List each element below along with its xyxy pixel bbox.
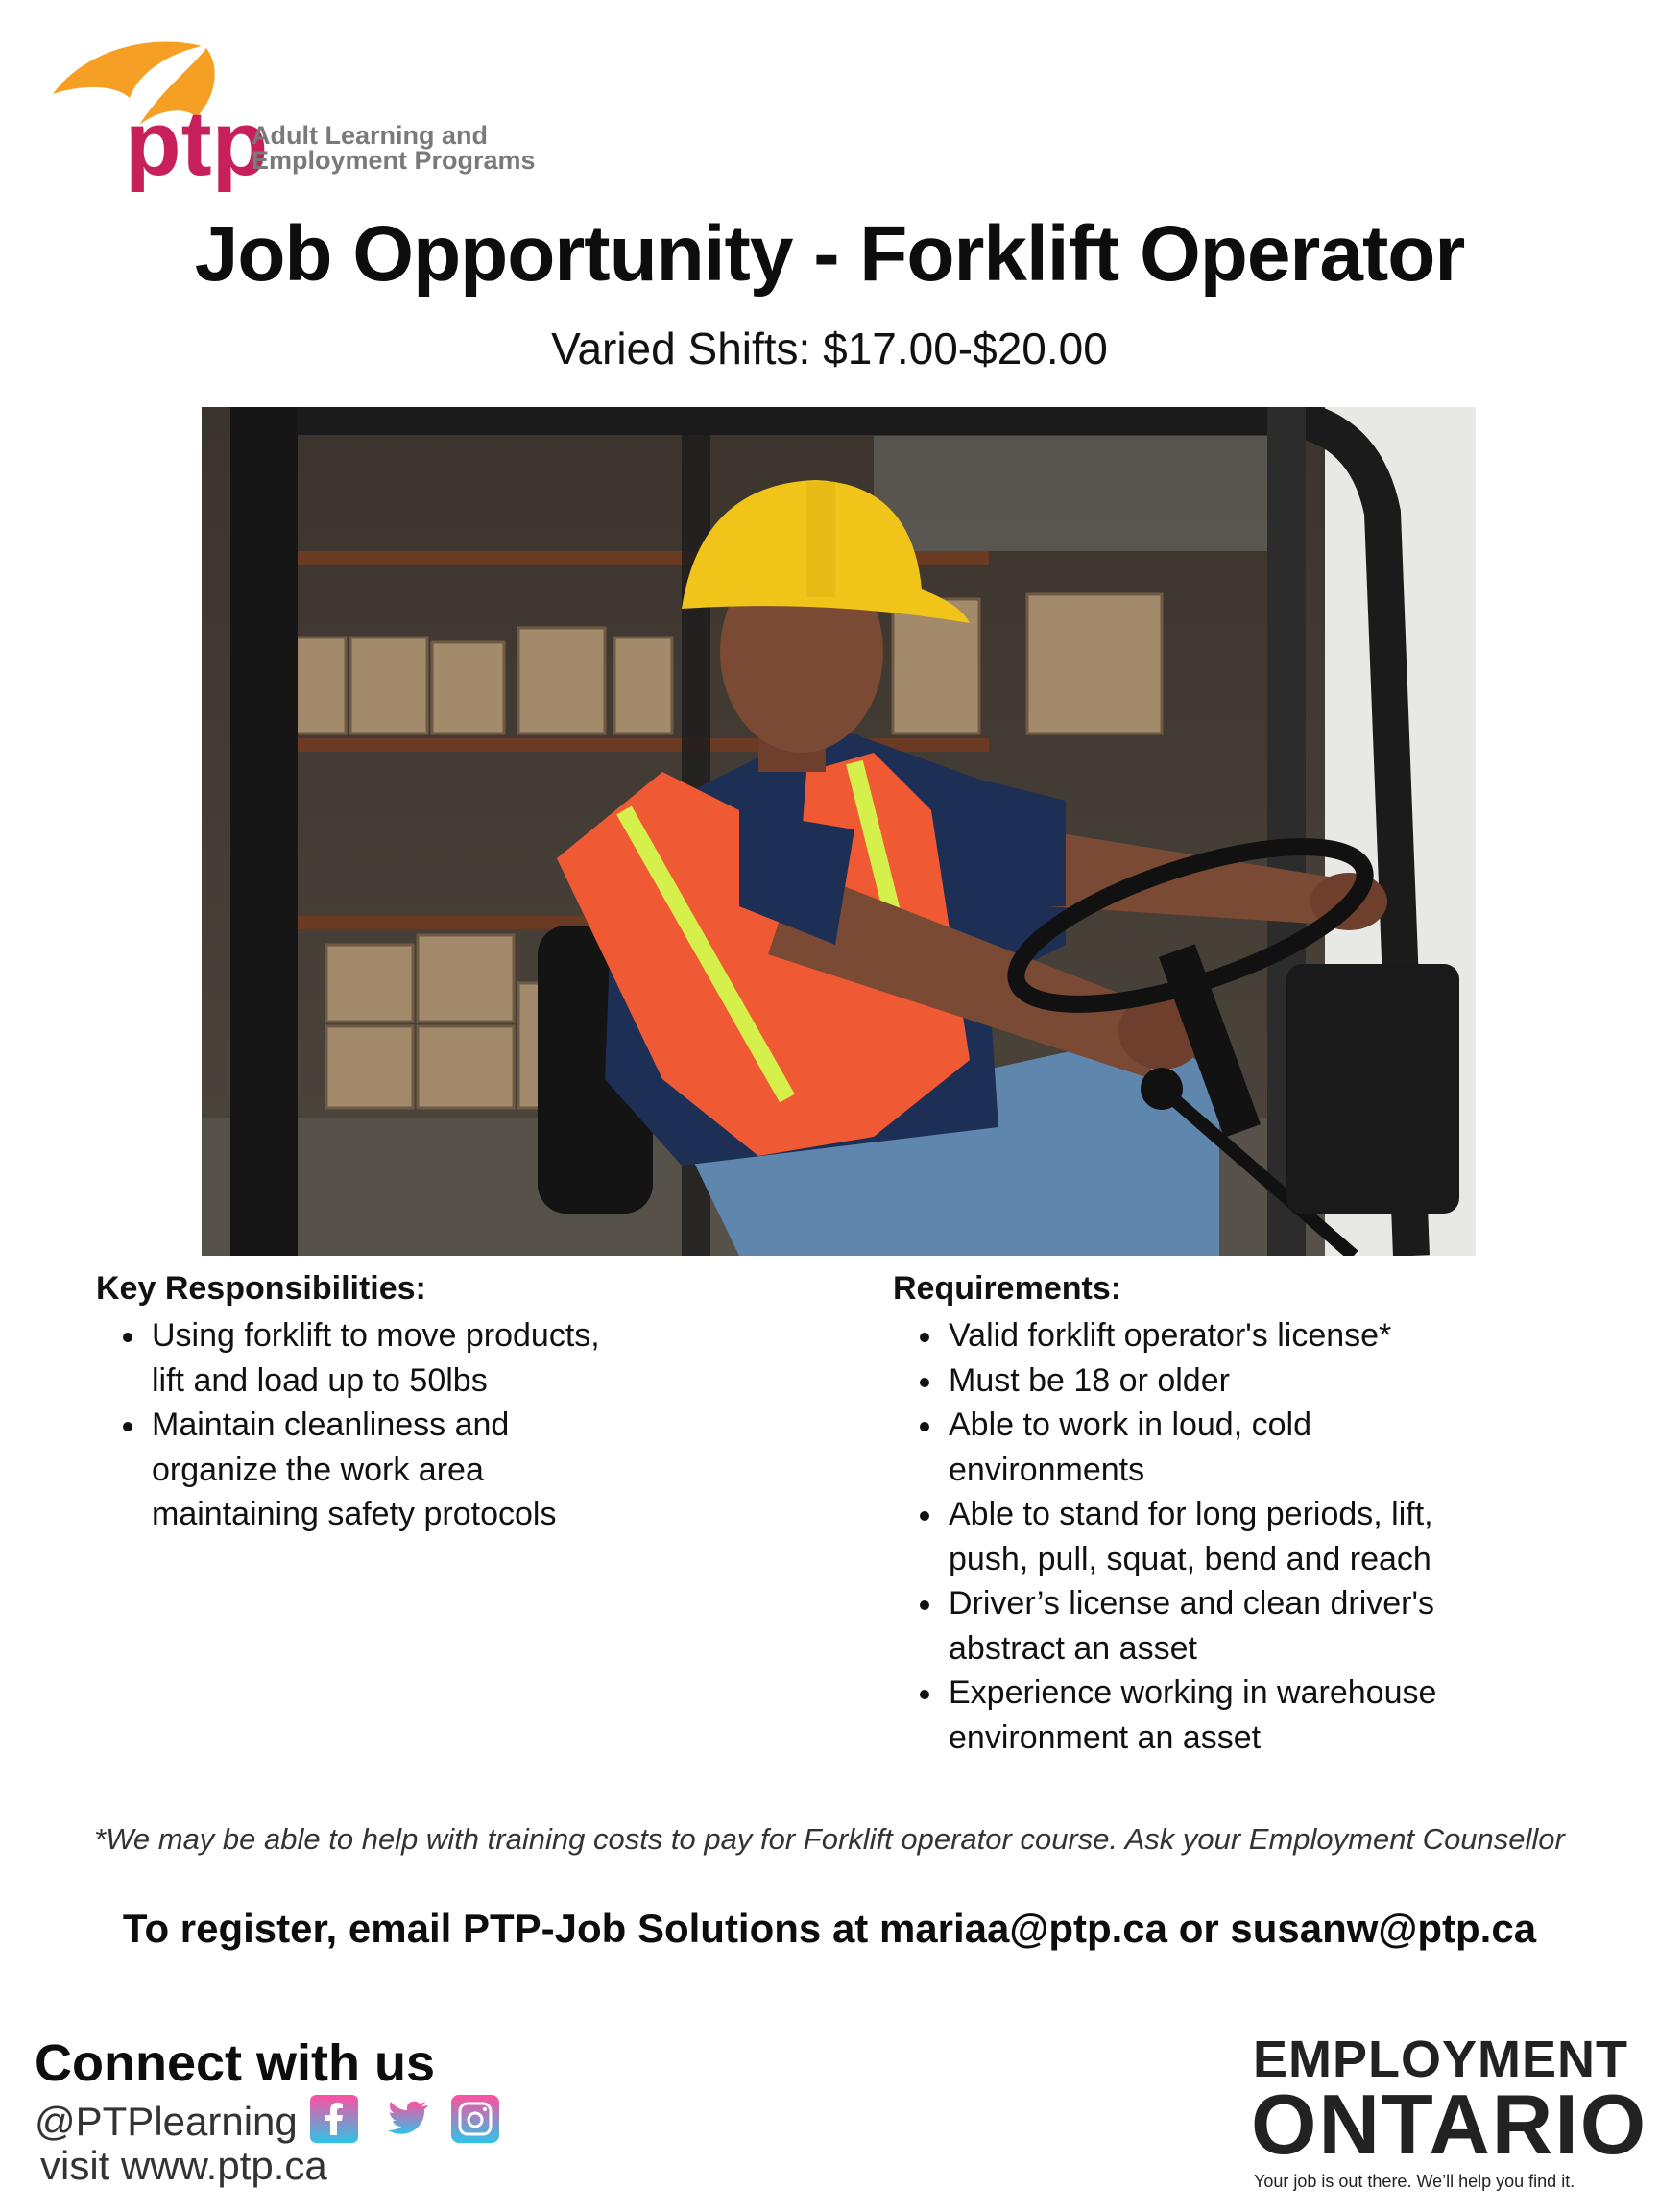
list-item-line: push, pull, squat, bend and reach bbox=[949, 1540, 1431, 1577]
list-item bbox=[895, 1403, 1490, 1492]
employment-ontario-logo-line1: EMPLOYMENT bbox=[1253, 2031, 1629, 2088]
list-item-line: lift and load up to 50lbs bbox=[152, 1361, 488, 1399]
list-item-line: Experience working in warehouse bbox=[949, 1674, 1437, 1711]
list-item-line: Driver’s license and clean driver's bbox=[949, 1585, 1434, 1622]
list-item-line: Using forklift to move products, bbox=[152, 1317, 600, 1354]
requirements-heading: Requirements: bbox=[893, 1270, 1122, 1307]
forklift-operator-photo bbox=[202, 407, 1476, 1256]
twitter-icon[interactable] bbox=[382, 2095, 430, 2143]
training-footnote: *We may be able to help with training costs to pay for Forklift operator course. Ask your Employment Counsellor bbox=[94, 1822, 1565, 1856]
employment-ontario-tagline: Your job is out there. We’ll help you find it. bbox=[1254, 2172, 1575, 2191]
social-handle[interactable]: @PTPlearning bbox=[35, 2099, 298, 2144]
list-item-line: Valid forklift operator's license* bbox=[949, 1317, 1392, 1354]
list-item bbox=[895, 1313, 1490, 1358]
list-item bbox=[98, 1313, 693, 1403]
list-item-line: Able to stand for long periods, lift, bbox=[949, 1496, 1433, 1532]
responsibilities-list bbox=[98, 1313, 693, 1537]
list-item bbox=[895, 1358, 1490, 1404]
instagram-icon[interactable] bbox=[451, 2095, 499, 2143]
list-item-line: maintaining safety protocols bbox=[152, 1496, 557, 1532]
ptp-logo-line2: Employment Programs bbox=[252, 146, 536, 175]
list-item-line: organize the work area bbox=[152, 1451, 484, 1488]
list-item bbox=[895, 1581, 1490, 1671]
list-item-line: Must be 18 or older bbox=[949, 1361, 1230, 1399]
list-item-line: environments bbox=[949, 1451, 1145, 1488]
list-item bbox=[895, 1492, 1490, 1581]
list-item-line: Maintain cleanliness and bbox=[152, 1407, 510, 1443]
responsibilities-heading: Key Responsibilities: bbox=[96, 1270, 426, 1307]
ptp-logo-brand: ptp bbox=[125, 92, 269, 192]
page-title: Job Opportunity - Forklift Operator bbox=[194, 210, 1465, 298]
connect-title: Connect with us bbox=[35, 2034, 435, 2092]
facebook-icon[interactable] bbox=[310, 2095, 358, 2143]
list-item bbox=[98, 1403, 693, 1537]
forklift-operator-illustration bbox=[202, 407, 1476, 1256]
shift-pay-subtitle: Varied Shifts: $17.00-$20.00 bbox=[551, 324, 1108, 373]
list-item-line: Able to work in loud, cold bbox=[949, 1407, 1311, 1443]
employment-ontario-logo-line2: ONTARIO bbox=[1251, 2077, 1648, 2172]
list-item bbox=[895, 1671, 1490, 1760]
list-item-line: environment an asset bbox=[949, 1719, 1262, 1756]
requirements-list bbox=[895, 1313, 1490, 1760]
ptp-logo-text bbox=[252, 123, 536, 173]
ptp-logo-line1: Adult Learning and bbox=[252, 121, 488, 150]
list-item-line: abstract an asset bbox=[949, 1629, 1197, 1667]
register-instructions: To register, email PTP-Job Solutions at mariaa@ptp.ca or susanw@ptp.ca bbox=[122, 1906, 1537, 1951]
website-link[interactable]: visit www.ptp.ca bbox=[40, 2143, 327, 2188]
